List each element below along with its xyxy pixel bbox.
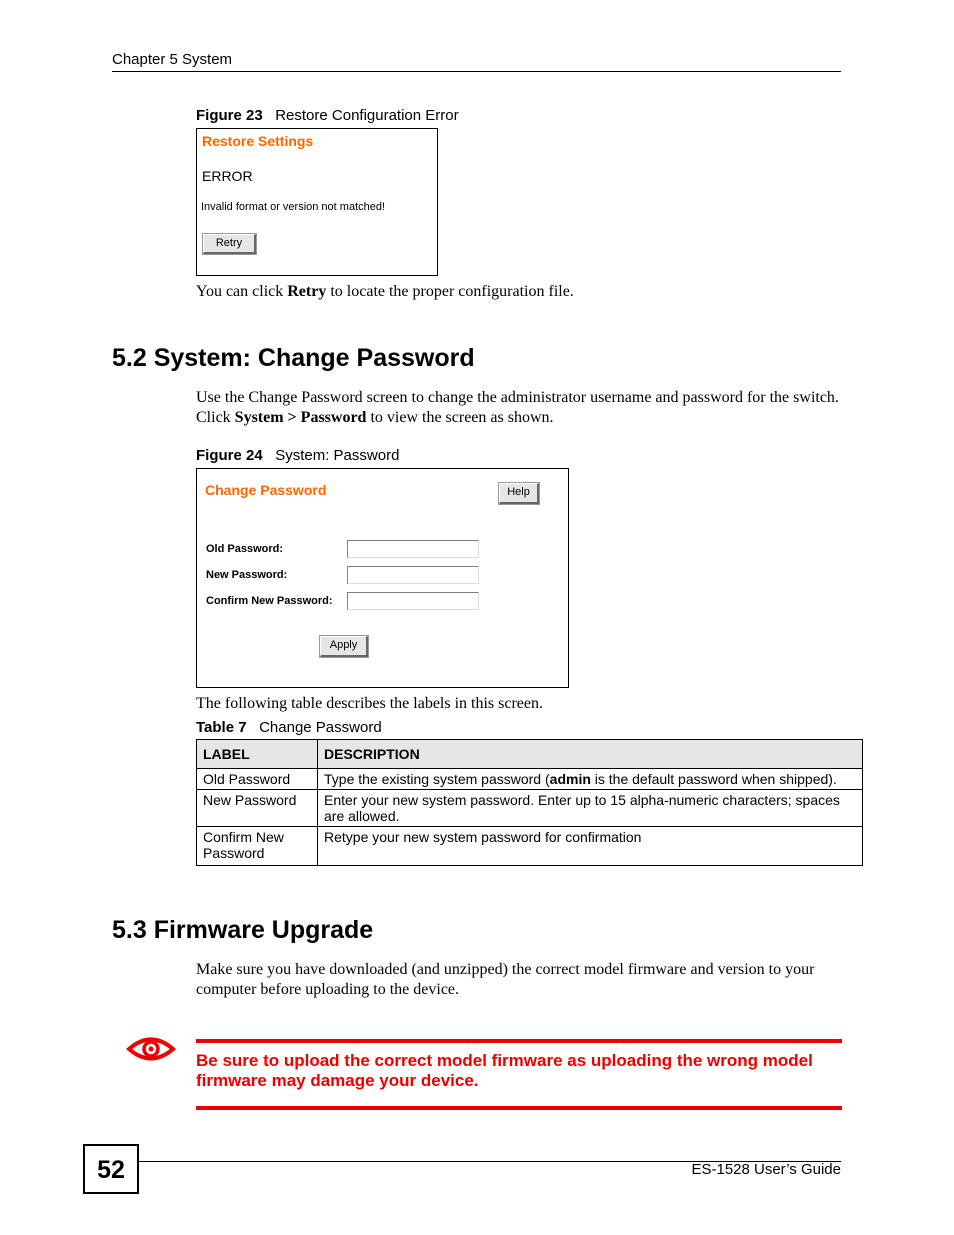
section-5-2-paragraph [196, 388, 841, 428]
new-password-label: New Password: [206, 569, 288, 581]
table-cell-label: New Password [197, 790, 318, 827]
desc-text-post: is the default password when shipped). [590, 771, 837, 787]
new-password-field[interactable] [347, 566, 479, 584]
confirm-password-label: Confirm New Password: [206, 595, 333, 607]
figure23-screenshot [196, 128, 438, 276]
warning-text: Be sure to upload the correct model firmware as uploading the wrong model firmware may damage your device. [196, 1051, 813, 1090]
old-password-label: Old Password: [206, 543, 284, 555]
retry-paragraph-pre: You can click [196, 283, 288, 300]
restore-settings-title: Restore Settings [202, 133, 314, 149]
retry-paragraph-bold: Retry [287, 283, 327, 300]
figure23-caption [196, 107, 459, 124]
figure24-title: System: Password [275, 447, 400, 464]
table-intro-paragraph: The following table describes the labels in this screen. [196, 695, 544, 712]
eye-icon [126, 1034, 176, 1069]
table-cell-description [318, 769, 863, 790]
old-password-field[interactable] [347, 540, 479, 558]
change-password-table [196, 739, 863, 866]
figure24-screenshot [196, 468, 569, 688]
table7-title: Change Password [259, 719, 382, 736]
footer-guide-title: ES-1528 User’s Guide [691, 1161, 841, 1178]
table-header-row [197, 740, 863, 769]
warning-bottom-bar [196, 1106, 842, 1110]
error-heading: ERROR [202, 168, 253, 184]
retry-button[interactable]: Retry [203, 234, 256, 254]
figure24-caption [196, 447, 399, 464]
section-5-2-para-bold: System > Password [234, 409, 367, 426]
desc-bold: admin [549, 771, 591, 787]
table-row [197, 769, 863, 790]
retry-paragraph-post: to locate the proper configuration file. [326, 283, 574, 300]
chapter-header: Chapter 5 System [112, 51, 233, 68]
help-button[interactable]: Help [499, 483, 539, 504]
retry-paragraph [196, 282, 574, 302]
apply-button[interactable]: Apply [320, 636, 368, 657]
table7-caption [196, 719, 382, 736]
desc-text: Type the existing system password ( [324, 771, 550, 787]
header-rule [112, 71, 841, 72]
table-cell-description [318, 790, 863, 827]
section-5-2-heading: 5.2 System: Change Password [112, 344, 475, 372]
section-5-2-para-post: to view the screen as shown. [366, 409, 554, 426]
table-header-description: DESCRIPTION [318, 740, 863, 769]
table-cell-label: Confirm New Password [197, 827, 318, 866]
page-number: 52 [83, 1144, 139, 1194]
figure24-label: Figure 24 [196, 447, 263, 464]
figure23-title: Restore Configuration Error [275, 107, 459, 124]
desc-text: Enter your new system password. Enter up to 15 alpha-numeric characters; spaces are allowed. [324, 792, 840, 824]
table-cell-label: Old Password [197, 769, 318, 790]
error-message: Invalid format or version not matched! [201, 201, 386, 213]
desc-text: Retype your new system password for confirmation [324, 829, 642, 845]
figure23-label: Figure 23 [196, 107, 263, 124]
section-5-3-heading: 5.3 Firmware Upgrade [112, 916, 374, 944]
change-password-title: Change Password [205, 482, 327, 498]
section-5-2-para-pre: Use the Change Password screen to change the administrator username and password for the switch. Click [196, 389, 839, 426]
section-5-3-paragraph: Make sure you have downloaded (and unzipped) the correct model firmware and version to your computer before uploading to the device. [196, 961, 815, 998]
table7-label: Table 7 [196, 719, 247, 736]
table-row [197, 827, 863, 866]
table-cell-description [318, 827, 863, 866]
table-header-label: LABEL [197, 740, 318, 769]
warning-top-bar [196, 1039, 842, 1043]
confirm-password-field[interactable] [347, 592, 479, 610]
table-row [197, 790, 863, 827]
